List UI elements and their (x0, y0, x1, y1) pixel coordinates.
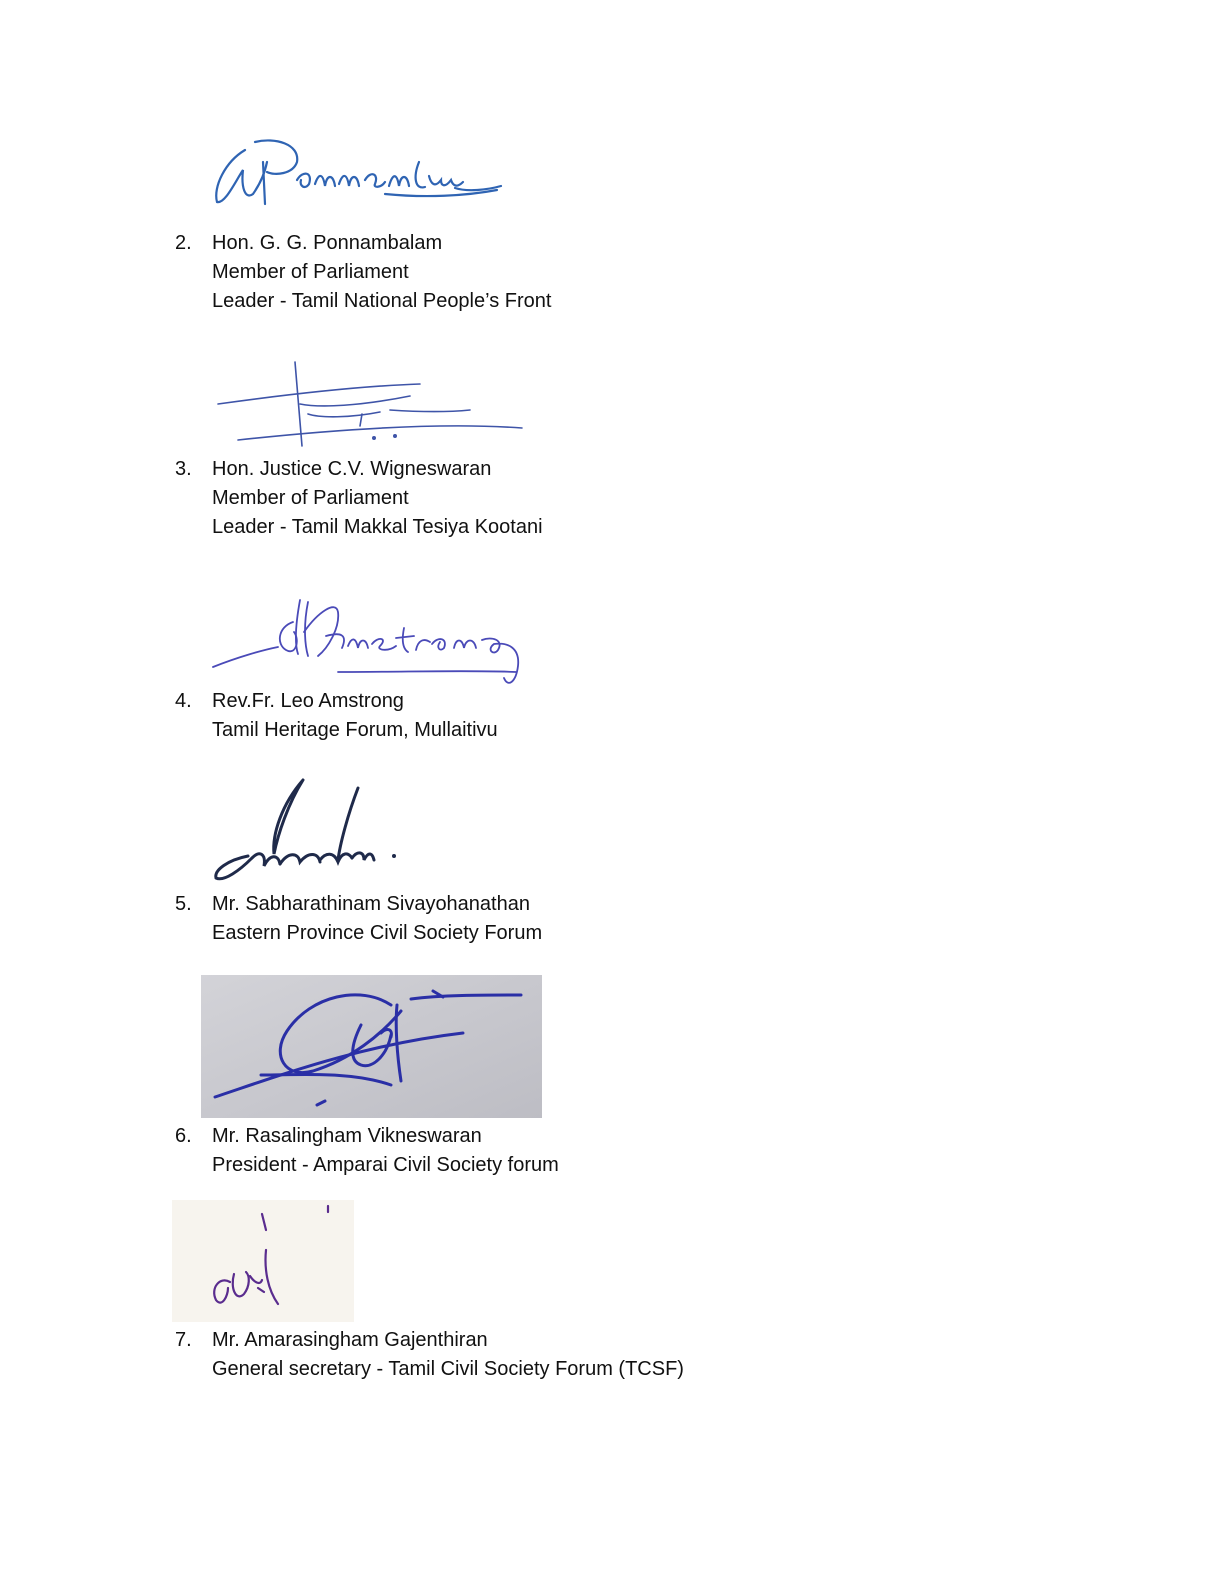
entry-number: 5. (175, 893, 192, 915)
entry-number: 4. (175, 690, 192, 712)
signatory-name: Mr. Amarasingham Gajenthiran (212, 1329, 488, 1351)
entry-number: 3. (175, 458, 192, 480)
entry-number: 7. (175, 1329, 192, 1351)
signature-wigneswaran (210, 356, 530, 456)
signatory-name: Hon. G. G. Ponnambalam (212, 232, 443, 254)
signatory-affiliation: Leader - Tamil National People’s Front (212, 290, 552, 312)
signature-photo-vikneswaran (201, 975, 542, 1118)
signatory-affiliation: Leader - Tamil Makkal Tesiya Kootani (212, 516, 543, 538)
signatory-affiliation: General secretary - Tamil Civil Society Forum (TCSF) (212, 1358, 684, 1380)
signatory-name: Hon. Justice C.V. Wigneswaran (212, 458, 492, 480)
signatory-role: Member of Parliament (212, 261, 409, 283)
signature-photo-gajenthiran (172, 1200, 354, 1322)
signatory-affiliation: Eastern Province Civil Society Forum (212, 922, 543, 944)
signatory-affiliation: President - Amparai Civil Society forum (212, 1154, 559, 1176)
signatory-name: Mr. Rasalingham Vikneswaran (212, 1125, 482, 1147)
entry-number: 6. (175, 1125, 192, 1147)
signatory-name: Rev.Fr. Leo Amstrong (212, 690, 404, 712)
signatory-name: Mr. Sabharathinam Sivayohanathan (212, 893, 530, 915)
signatory-role: Member of Parliament (212, 487, 409, 509)
signature-amstrong (208, 592, 538, 692)
entry-number: 2. (175, 232, 192, 254)
signatory-affiliation: Tamil Heritage Forum, Mullaitivu (212, 719, 498, 741)
signature-sivayohanathan (208, 774, 408, 886)
signature-ponnambalam (205, 132, 505, 214)
